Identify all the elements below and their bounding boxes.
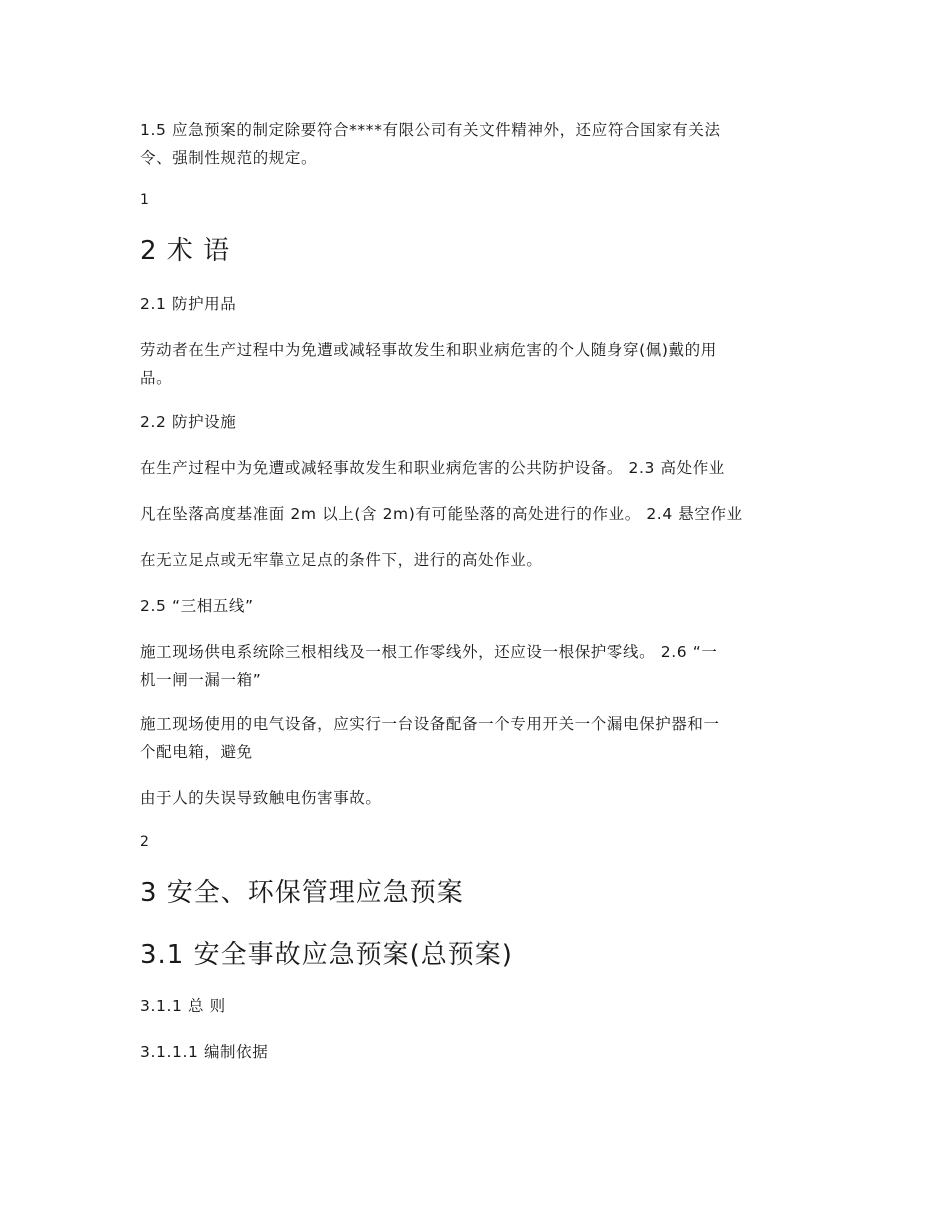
- paragraph-2-1-line-2: 品。: [140, 369, 173, 387]
- subheading-3-1-1-1: 3.1.1.1 编制依据: [140, 1043, 269, 1061]
- paragraph-2-4: 在无立足点或无牢靠立足点的条件下，进行的高处作业。: [140, 551, 543, 569]
- paragraph-2-5-line-2: 机一闸一漏一箱”: [140, 671, 262, 689]
- section-heading-3-1: 3.1 安全事故应急预案(总预案): [140, 940, 513, 970]
- page-number: 1: [140, 192, 150, 208]
- paragraph-2-6-line-1: 施工现场使用的电气设备，应实行一台设备配备一个专用开关一个漏电保护器和一: [140, 715, 720, 733]
- subheading-3-1-1: 3.1.1 总 则: [140, 997, 226, 1015]
- subheading-2-2: 2.2 防护设施: [140, 413, 237, 431]
- paragraph-2-1-line-1: 劳动者在生产过程中为免遭或减轻事故发生和职业病危害的个人随身穿(佩)戴的用: [140, 341, 717, 359]
- paragraph-1-5-line-2: 令、强制性规范的规定。: [140, 149, 318, 167]
- paragraph-2-5-line-1: 施工现场供电系统除三根相线及一根工作零线外，还应设一根保护零线。 2.6 “一: [140, 643, 718, 661]
- page-number: 2: [140, 834, 150, 850]
- subheading-2-1: 2.1 防护用品: [140, 295, 237, 313]
- paragraph-2-2: 在生产过程中为免遭或减轻事故发生和职业病危害的公共防护设备。 2.3 高处作业: [140, 459, 725, 477]
- paragraph-1-5-line-1: 1.5 应急预案的制定除要符合****有限公司有关文件精神外，还应符合国家有关法: [140, 121, 721, 139]
- paragraph-2-6-line-3: 由于人的失误导致触电伤害事故。: [140, 789, 382, 807]
- section-heading-2: 2 术 语: [140, 236, 231, 266]
- paragraph-2-6-line-2: 个配电箱，避免: [140, 743, 253, 761]
- paragraph-2-3: 凡在坠落高度基准面 2m 以上(含 2m)有可能坠落的高处进行的作业。 2.4 悬空作业: [140, 505, 743, 523]
- section-heading-3: 3 安全、环保管理应急预案: [140, 878, 464, 908]
- subheading-2-5: 2.5 “三相五线”: [140, 597, 254, 615]
